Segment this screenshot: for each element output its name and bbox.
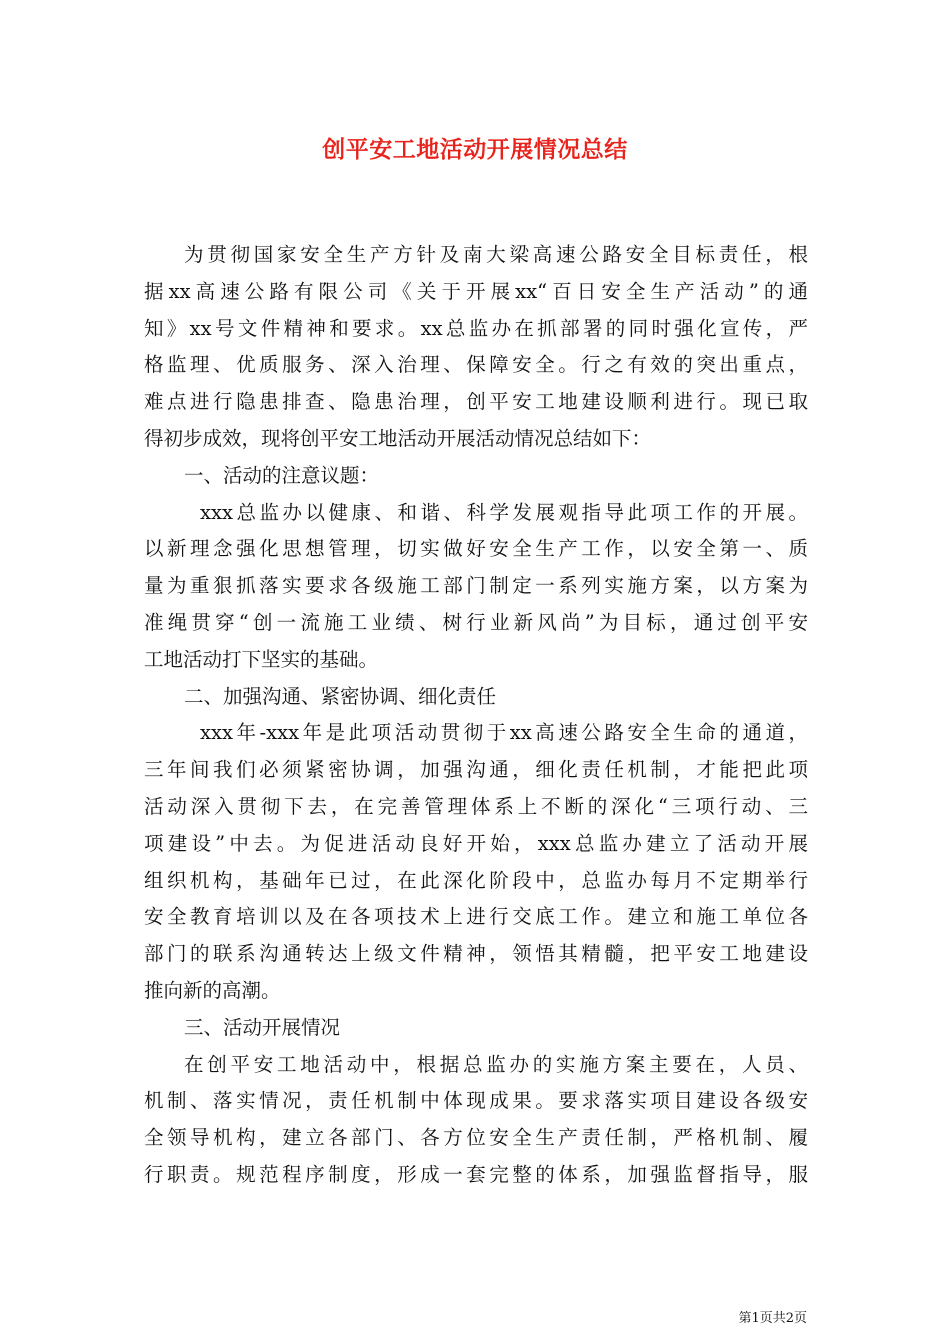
text-line: 全领导机构，建立各部门、各方位安全生产责任制，严格机制、履	[144, 1126, 808, 1150]
document-body	[144, 237, 808, 1194]
text-line: 三年间我们必须紧密协调，加强沟通，细化责任机制，才能把此项	[144, 758, 808, 782]
text-line: 知》xx号文件精神和要求。xx总监办在抓部署的同时强化宣传，严	[144, 316, 808, 340]
text-line: 在创平安工地活动中，根据总监办的实施方案主要在，人员、	[184, 1052, 808, 1076]
text-line: 组织机构，基础年已过，在此深化阶段中，总监办每月不定期举行	[144, 868, 808, 892]
text-line: 格监理、优质服务、深入治理、保障安全。行之有效的突出重点，	[144, 353, 808, 377]
text-line: 三、活动开展情况	[184, 1015, 341, 1039]
text-line: 二、加强沟通、紧密协调、细化责任	[184, 684, 497, 708]
page-number: 第1页共2页	[738, 1311, 807, 1326]
text-line: xxx总监办以健康、和谐、科学发展观指导此项工作的开展。	[200, 500, 808, 524]
text-line: 以新理念强化思想管理，切实做好安全生产工作，以安全第一、质	[144, 537, 808, 561]
text-line: 行职责。规范程序制度，形成一套完整的体系，加强监督指导，服	[144, 1162, 808, 1186]
text-line: 准绳贯穿“创一流施工业绩、树行业新风尚”为目标，通过创平安	[144, 610, 808, 634]
text-line: 据xx高速公路有限公司《关于开展xx“百日安全生产活动”的通	[144, 279, 808, 303]
text-line: 一、活动的注意议题：	[184, 463, 380, 487]
text-line: 部门的联系沟通转达上级文件精神，领悟其精髓，把平安工地建设	[144, 942, 808, 966]
text-line: 得初步成效，现将创平安工地活动开展活动情况总结如下：	[144, 426, 652, 450]
text-line: 难点进行隐患排查、隐患治理，创平安工地建设顺利进行。现已取	[144, 390, 808, 414]
text-line: 推向新的高潮。	[144, 978, 281, 1002]
text-line: 安全教育培训以及在各项技术上进行交底工作。建立和施工单位各	[144, 905, 808, 929]
text-line: 工地活动打下坚实的基础。	[144, 647, 379, 671]
text-line: xxx年-xxx年是此项活动贯彻于xx高速公路安全生命的通道，	[200, 721, 808, 745]
document-title: 创平安工地活动开展情况总结	[322, 136, 628, 163]
text-line: 项建设”中去。为促进活动良好开始，xxx总监办建立了活动开展	[144, 831, 808, 855]
text-line: 机制、落实情况，责任机制中体现成果。要求落实项目建设各级安	[144, 1089, 808, 1113]
text-line: 量为重狠抓落实要求各级施工部门制定一系列实施方案，以方案为	[144, 574, 808, 598]
text-line: 活动深入贯彻下去，在完善管理体系上不断的深化“三项行动、三	[144, 794, 808, 818]
text-line: 为贯彻国家安全生产方针及南大梁高速公路安全目标责任，根	[184, 243, 808, 266]
